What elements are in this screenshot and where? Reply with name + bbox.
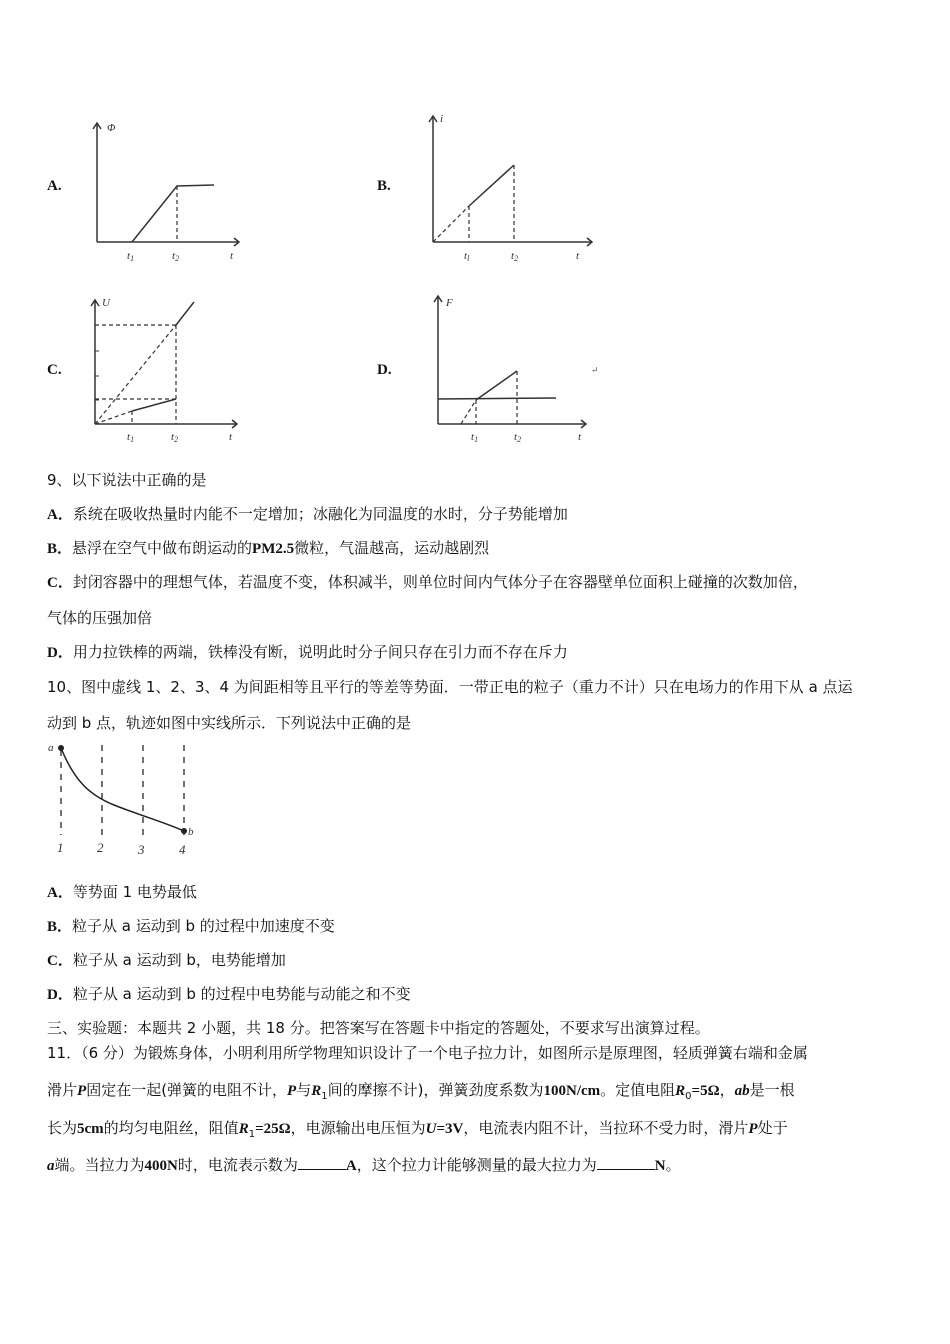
q9-option-d: D．用力拉铁棒的两端，铁棒没有断，说明此时分子间只存在引力而不存在斥力 [47,643,568,661]
svg-text:U: U [102,297,110,309]
q9-option-b: B．悬浮在空气中做布朗运动的PM2.5微粒，气温越高，运动越剧烈 [47,539,490,557]
svg-text:i: i [440,113,444,125]
svg-text:t: t [230,250,234,262]
q10-stem-cont: 动到 b 点，轨迹如图中实线所示．下列说法中正确的是 [47,714,412,732]
svg-text:t1: t1 [127,250,135,263]
q10-option-c: C．粒子从 a 运动到 b，电势能增加 [47,951,286,969]
svg-text:1: 1 [57,840,64,855]
svg-text:t: t [578,431,582,443]
graph-c [82,290,247,450]
q9-option-c-cont: 气体的压强加倍 [47,609,153,627]
svg-text:t2: t2 [514,431,522,444]
trajectory [61,748,184,831]
svg-text:F: F [446,297,453,309]
svg-text:t: t [229,431,233,443]
q10-stem: 10、图中虚线 1、2、3、4 为间距相等且平行的等差等势面．一带正电的粒子（重力不计）只在电场力的作用下从 a 点运 [47,678,853,696]
svg-text:3: 3 [138,842,145,857]
q11-line-3: 长为5cm的均匀电阻丝，阻值$R_1=25\Omega$，电源输出电压恒为U=3V，电流表内阻不计，当拉环不受力时，滑片P处于 [47,1119,788,1140]
q10-option-d: D．粒子从 a 运动到 b 的过程中电势能与动能之和不变 [47,985,411,1003]
return-mark: ↵ [591,366,599,376]
svg-text:2: 2 [97,840,104,855]
section-3-heading: 三、实验题：本题共 2 小题，共 18 分。把答案写在答题卡中指定的答题处，不要求写出演算过程。 [47,1019,710,1037]
svg-text:t2: t2 [171,431,179,444]
graph-d [426,290,596,450]
svg-text:t2: t2 [172,250,180,263]
q9-stem: 9、以下说法中正确的是 [47,471,207,489]
graph-c-curve [132,399,176,411]
q11-line-4: a端。当拉力为400N时，电流表示数为 A，这个拉力计能够测量的最大拉力为 N。 [47,1156,681,1174]
q10-option-a: A．等势面 1 电势最低 [47,883,197,901]
q9-option-a: A．系统在吸收热量时内能不一定增加；冰融化为同温度的水时，分子势能增加 [47,505,568,523]
graph-d-baseline [438,398,556,399]
svg-text:t1: t1 [471,431,479,444]
svg-text:t2: t2 [511,250,519,263]
graph-a-ylabel: Φ [107,122,116,134]
svg-text:a: a [48,742,54,754]
graph-a [85,115,250,265]
option-b-label: B. [377,178,391,194]
svg-text:tl: tl [464,250,470,263]
option-a-label: A. [47,178,62,194]
svg-text:t1: t1 [127,431,135,444]
option-d-label: D. [377,362,392,378]
graph-d-curve [476,371,517,400]
q9-option-c: C．封闭容器中的理想气体，若温度不变，体积减半，则单位时间内气体分子在容器壁单位面积上碰撞的次数加倍， [47,573,808,591]
q11-line-1: 11．（6 分）为锻炼身体，小明利用所学物理知识设计了一个电子拉力计，如图所示是原理图，轻质弹簧右端和金属 [47,1044,808,1062]
graph-b [420,108,600,265]
q10-figure [44,740,204,862]
svg-text:b: b [188,826,194,838]
q11-line-2: 滑片P固定在一起(弹簧的电阻不计，P与$R_1$间的摩擦不计)，弹簧劲度系数为100N/cm。定值电阻$R_0=5\Omega$，ab是一根 [47,1081,795,1102]
svg-text:4: 4 [179,842,186,857]
answer-blank-max-force[interactable] [597,1155,655,1170]
svg-text:t: t [576,250,580,262]
option-c-label: C. [47,362,62,378]
q10-option-b: B．粒子从 a 运动到 b 的过程中加速度不变 [47,917,335,935]
graph-a-curve [132,185,214,242]
answer-blank-current[interactable] [298,1155,346,1170]
graph-b-curve [469,165,514,206]
